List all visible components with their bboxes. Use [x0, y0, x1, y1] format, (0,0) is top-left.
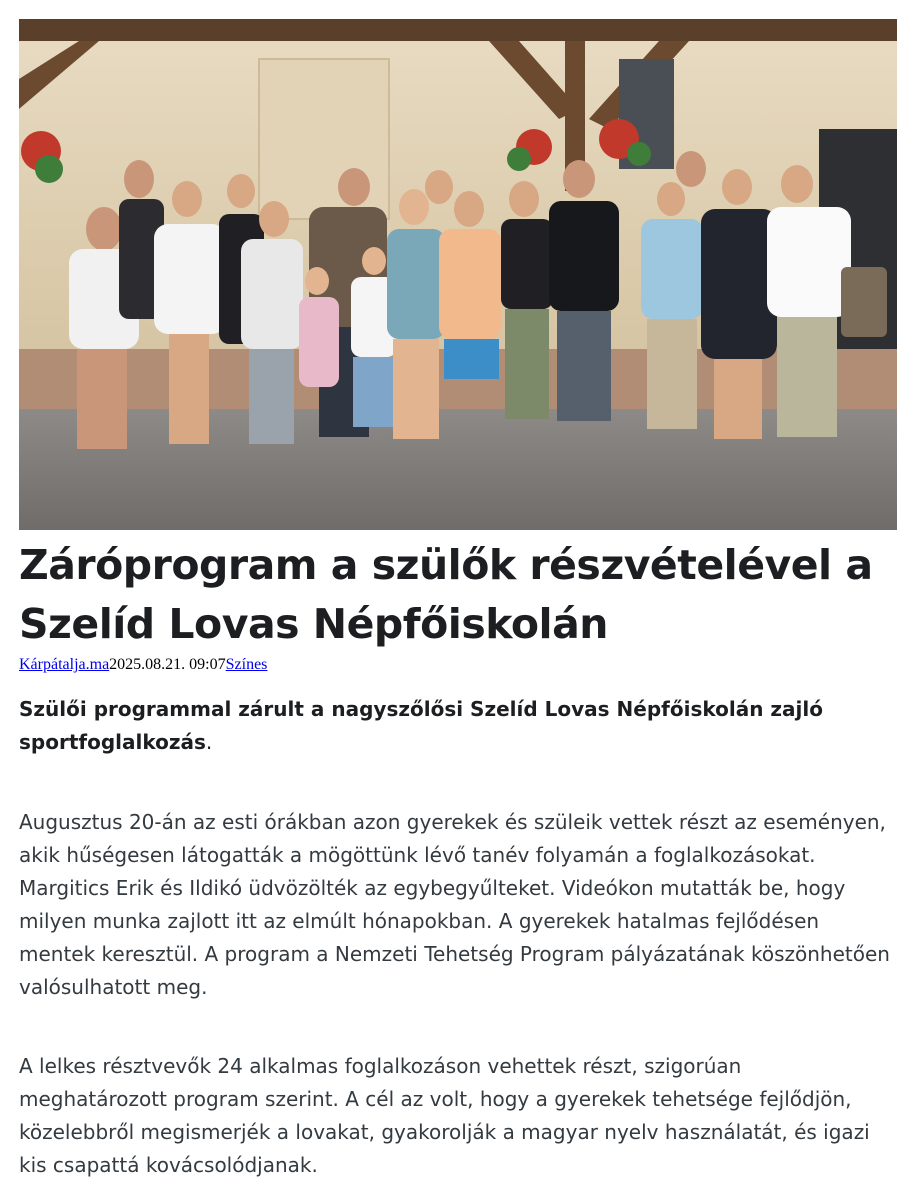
article-lead	[19, 693, 889, 759]
article-paragraph: Augusztus 20-án az esti órákban azon gyerekek és szüleik vettek részt az eseményen, akik hűségesen látogatták a mögöttünk lévő tanév folyamán a foglalkozásokat. Margitics Erik és Ildikó üdvözölték az egybegyűlteket. Videókon mutatták be, hogy milyen munka zajlott itt az elmúlt hónapokban. A gyerekek hatalmas fejlődésen mentek keresztül. A program a Nemzeti Tehetség Program pályázatának köszönhetően valósulhatott meg.	[19, 810, 890, 999]
article-meta	[19, 655, 267, 675]
group-photo-illustration	[19, 19, 897, 530]
article-title: Záróprogram a szülők részvételével a Szelíd Lovas Népfőiskolán	[19, 541, 873, 648]
lead-end: .	[205, 730, 213, 754]
article-paragraph: A lelkes résztvevők 24 alkalmas foglalkozáson vehettek részt, szigorúan meghatározott program szerint. A cél az volt, hogy a gyerekek tehetsége fejlődjön, közelebbről megismerjék a lovakat, gyakorolják a magyar nyelv használatát, és igazi kis csapattá kovácsolódjanak.	[19, 1054, 870, 1177]
category-link[interactable]: Színes	[225, 656, 268, 673]
lead-text: Szülői programmal zárult a nagyszőlősi Szelíd Lovas Népfőiskolán zajló sportfoglalkozás	[19, 697, 824, 754]
publish-datetime: 2025.08.21. 09:07	[109, 656, 226, 673]
article-photo	[19, 19, 897, 530]
source-link[interactable]: Kárpátalja.ma	[19, 656, 110, 673]
